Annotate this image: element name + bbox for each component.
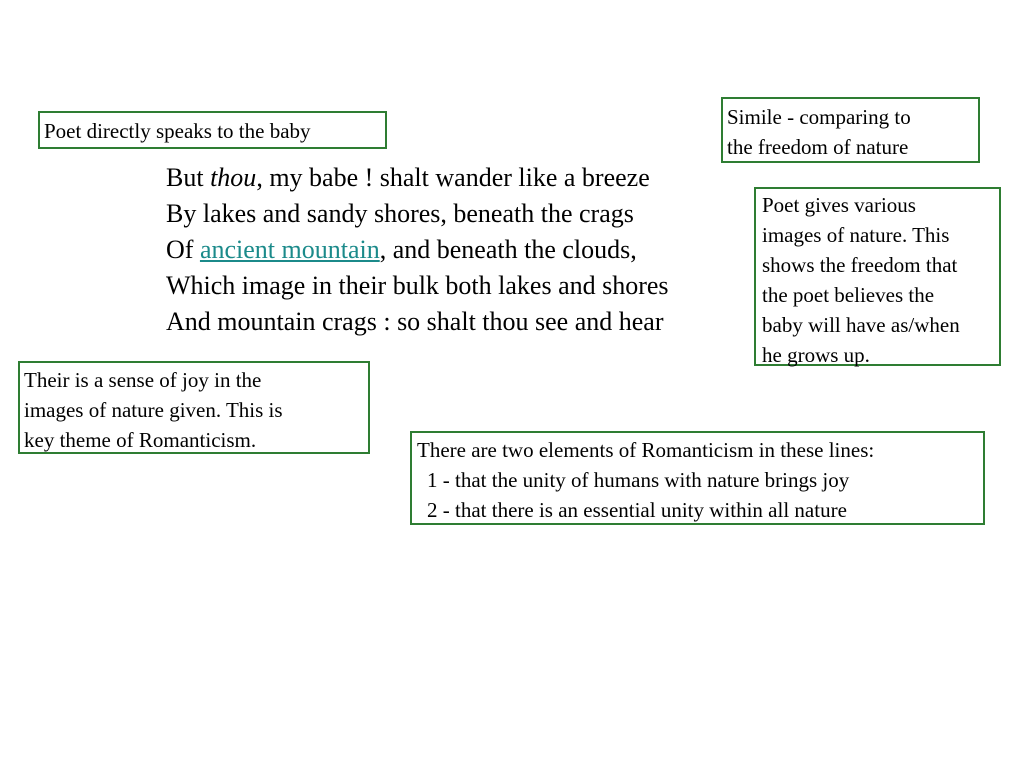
annotation-line: Poet directly speaks to the baby [44, 119, 311, 143]
poem-text: Of [166, 235, 200, 264]
annotation-simile [721, 97, 980, 163]
annotation-line: images of nature given. This is [24, 398, 283, 422]
poem-line-3 [166, 232, 669, 268]
annotation-images-of-nature [754, 187, 1001, 366]
poem-text: But [166, 163, 211, 192]
annotation-line: the freedom of nature [727, 135, 909, 159]
poem-emphasis: thou [210, 163, 257, 192]
poem-line-5: And mountain crags : so shalt thou see and hear [166, 307, 664, 336]
poem-line-2: By lakes and sandy shores, beneath the crags [166, 199, 634, 228]
annotation-line: Their is a sense of joy in the [24, 368, 262, 392]
annotation-line: Simile - comparing to [727, 105, 911, 129]
poem-text: , my babe ! shalt wander like a breeze [256, 163, 650, 192]
annotation-line: the poet believes the [762, 283, 935, 307]
annotation-list-item: 2 - that there is an essential unity within all nature [427, 498, 847, 522]
annotation-line: Poet gives various [762, 193, 916, 217]
poem-line-1 [166, 160, 669, 196]
annotation-line: images of nature. This [762, 223, 950, 247]
annotation-direct-address [38, 111, 387, 149]
annotation-line: baby will have as/when [762, 313, 960, 337]
poem-text: , and beneath the clouds, [379, 235, 637, 264]
poem-excerpt [166, 160, 669, 340]
ancient-mountain-link[interactable]: ancient mountain [199, 235, 380, 264]
annotation-elements-of-romanticism [410, 431, 985, 525]
poem-line-4: Which image in their bulk both lakes and shores [166, 271, 669, 300]
annotation-joy-romanticism [18, 361, 370, 454]
annotation-line: key theme of Romanticism. [24, 428, 257, 452]
annotation-line: he grows up. [762, 343, 870, 367]
annotation-line: There are two elements of Romanticism in these lines: [417, 438, 875, 462]
annotation-list-item: 1 - that the unity of humans with nature brings joy [427, 468, 850, 492]
annotation-line: shows the freedom that [762, 253, 958, 277]
